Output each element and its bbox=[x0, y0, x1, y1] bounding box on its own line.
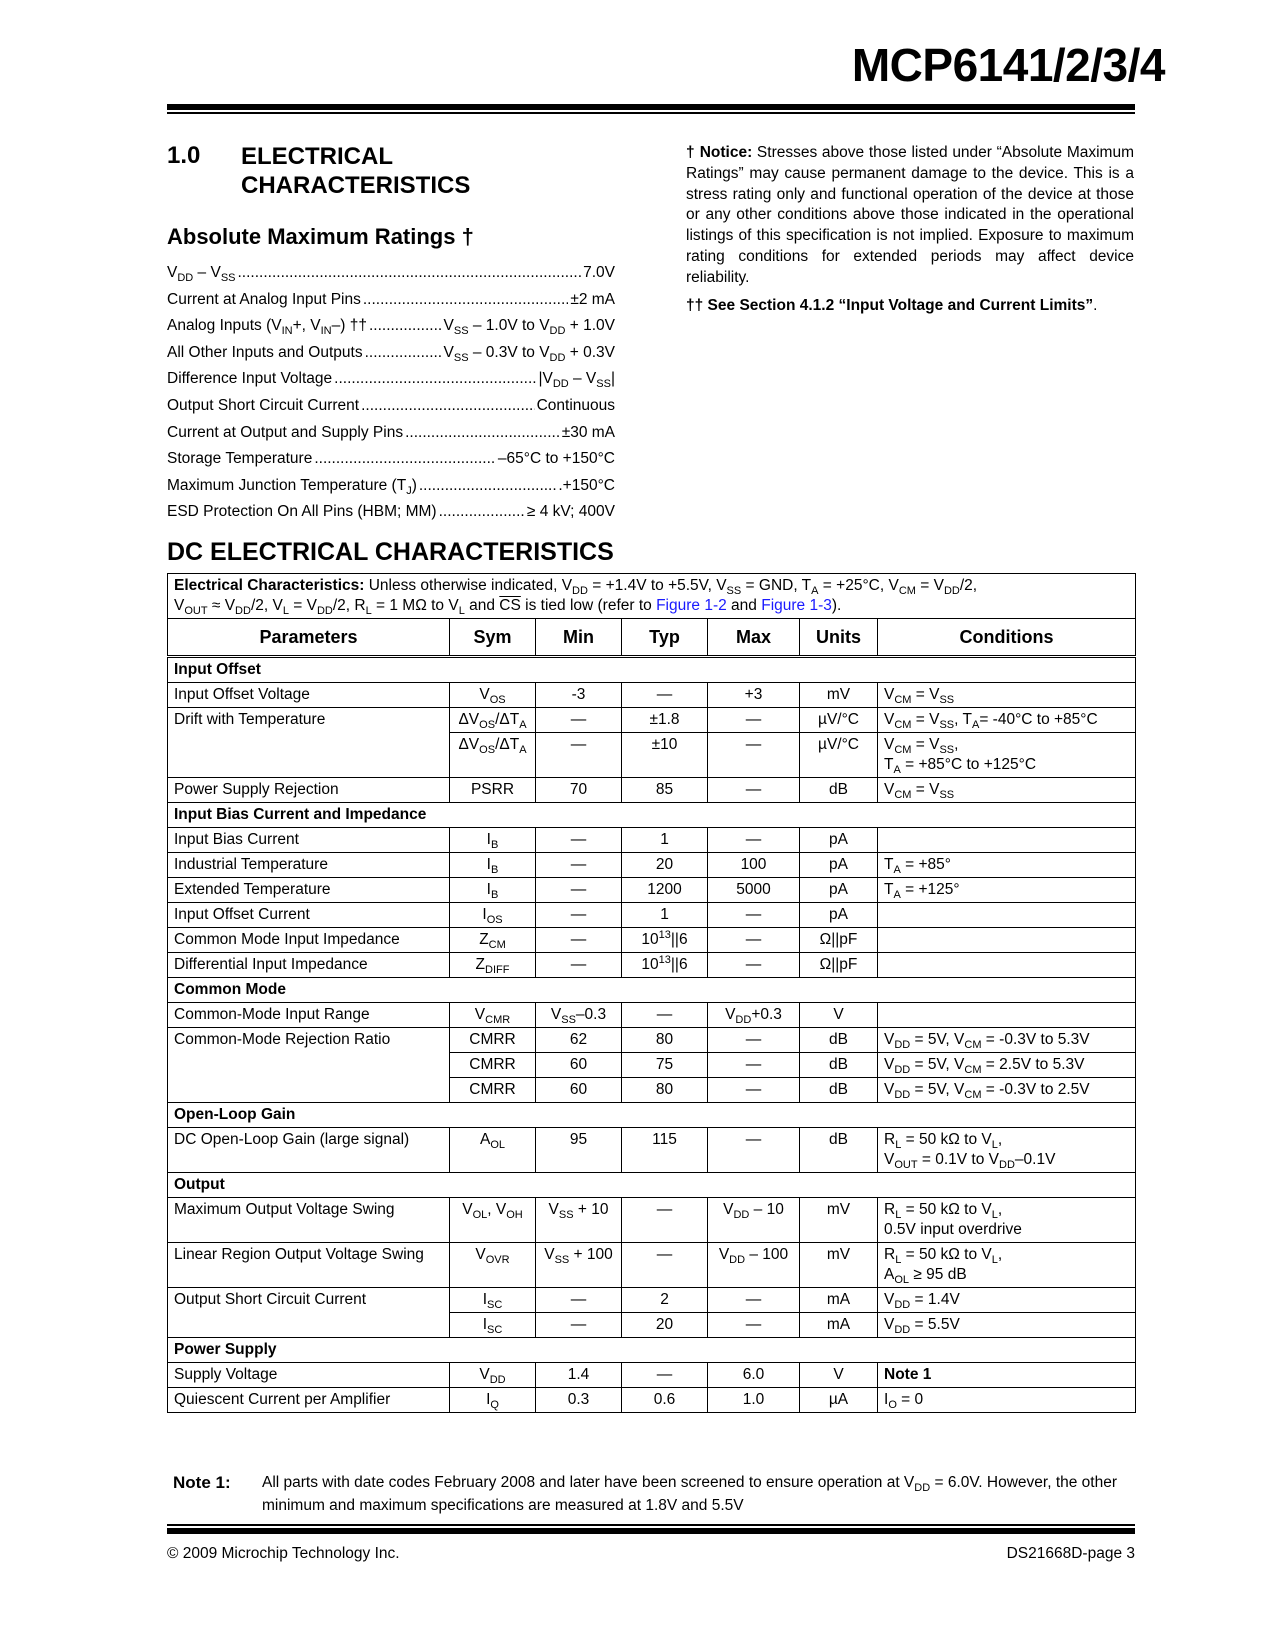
units-cell: pA bbox=[800, 903, 878, 928]
max-cell: 5000 bbox=[708, 878, 800, 903]
table-row bbox=[168, 1363, 1136, 1388]
units-cell: dB bbox=[800, 1053, 878, 1078]
max-cell: — bbox=[708, 1313, 800, 1338]
param-cell: Input Offset Voltage bbox=[168, 683, 450, 708]
typ-cell: $10^{13}||6$ bbox=[622, 928, 708, 953]
table-row bbox=[168, 1028, 1136, 1053]
section-title bbox=[241, 142, 470, 200]
group-row bbox=[168, 1103, 1136, 1128]
units-cell: µV/°C bbox=[800, 733, 878, 778]
max-cell: — bbox=[708, 778, 800, 803]
min-cell: $V_{SS} + 10$ bbox=[536, 1198, 622, 1243]
min-cell: — bbox=[536, 953, 622, 978]
min-cell: — bbox=[536, 928, 622, 953]
section-title-line2: CHARACTERISTICS bbox=[241, 172, 471, 199]
rating-row bbox=[167, 317, 615, 344]
sym-cell: $\Delta V_{OS}/\Delta T_A$ bbox=[450, 733, 536, 778]
typ-cell: 0.6 bbox=[622, 1388, 708, 1413]
conditions-cell bbox=[878, 903, 1136, 928]
column-header: Sym bbox=[450, 619, 536, 657]
min-cell: $V_{SS}-0.3$ bbox=[536, 1003, 622, 1028]
notice-block bbox=[686, 143, 1134, 323]
ec-and: and bbox=[726, 597, 762, 614]
table-row bbox=[168, 1078, 1136, 1103]
copyright: © 2009 Microchip Technology Inc. bbox=[167, 1545, 400, 1562]
typ-cell: — bbox=[622, 1243, 708, 1288]
max-cell: — bbox=[708, 953, 800, 978]
min-cell: 0.3 bbox=[536, 1388, 622, 1413]
rating-row bbox=[167, 344, 615, 371]
table-row bbox=[168, 1243, 1136, 1288]
units-cell: V bbox=[800, 1363, 878, 1388]
typ-cell: — bbox=[622, 1363, 708, 1388]
sym-cell: $Z_{DIFF}$ bbox=[450, 953, 536, 978]
min-cell: — bbox=[536, 1313, 622, 1338]
sym-cell: $V_{OVR}$ bbox=[450, 1243, 536, 1288]
typ-cell: — bbox=[622, 683, 708, 708]
sym-cell: $\Delta V_{OS}/\Delta T_A$ bbox=[450, 708, 536, 733]
rating-param: Output Short Circuit Current bbox=[167, 396, 360, 414]
min-cell: 60 bbox=[536, 1078, 622, 1103]
max-cell: 6.0 bbox=[708, 1363, 800, 1388]
conditions-cell: $V_{DD} = 5.5V$ bbox=[878, 1313, 1136, 1338]
footer-rule-thin bbox=[167, 1524, 1135, 1526]
leader-dots bbox=[334, 370, 536, 388]
footnote bbox=[173, 1471, 1135, 1517]
units-cell: dB bbox=[800, 1028, 878, 1053]
notice2-suffix: . bbox=[1093, 296, 1098, 314]
rating-value: ≥ 4 kV; 400V bbox=[526, 503, 615, 521]
sym-cell: $A_{OL}$ bbox=[450, 1128, 536, 1173]
leader-dots bbox=[238, 264, 582, 282]
param-cell: Common Mode Input Impedance bbox=[168, 928, 450, 953]
electrical-conditions-header bbox=[168, 574, 1136, 619]
param-cell: Common-Mode Rejection Ratio bbox=[168, 1028, 450, 1053]
param-cell: Linear Region Output Voltage Swing bbox=[168, 1243, 450, 1288]
max-cell: $V_{DD} - 10$ bbox=[708, 1198, 800, 1243]
ec-text-1: Unless otherwise indicated, $V_{DD} = +1.4V$ to +5.5V, $V_{SS}$ = GND, $T_A = +25^\circ C$, $V_{CM} = V_{DD}/2$, bbox=[364, 577, 978, 598]
conditions-cell: $V_{CM} = V_{SS}$, $T_A= -40^\circ C$ to +85°C bbox=[878, 708, 1136, 733]
typ-cell: 20 bbox=[622, 1313, 708, 1338]
typ-cell: 2 bbox=[622, 1288, 708, 1313]
max-cell: — bbox=[708, 828, 800, 853]
table-row bbox=[168, 1198, 1136, 1243]
max-cell: — bbox=[708, 1128, 800, 1173]
max-cell: — bbox=[708, 1028, 800, 1053]
column-header: Max bbox=[708, 619, 800, 657]
conditions-cell: $V_{CM} = V_{SS}$ bbox=[878, 683, 1136, 708]
abs-max-ratings-list bbox=[167, 264, 615, 530]
sym-cell: CMRR bbox=[450, 1078, 536, 1103]
ec-text-2: $V_{OUT} \approx V_{DD}/2$, $V_L = V_{DD}/2$, $R_L = 1$ MΩ to $V_L$ and $\overline{CS}$ is tied low (refer to bbox=[174, 597, 657, 618]
param-cell: Differential Input Impedance bbox=[168, 953, 450, 978]
leader-dots bbox=[365, 344, 442, 362]
sym-cell: CMRR bbox=[450, 1028, 536, 1053]
max-cell: +3 bbox=[708, 683, 800, 708]
units-cell: mA bbox=[800, 1288, 878, 1313]
dc-characteristics-heading: DC ELECTRICAL CHARACTERISTICS bbox=[167, 538, 614, 566]
conditions-cell: Note 1 bbox=[878, 1363, 1136, 1388]
min-cell: — bbox=[536, 903, 622, 928]
param-cell: Input Offset Current bbox=[168, 903, 450, 928]
conditions-cell: $I_O = 0$ bbox=[878, 1388, 1136, 1413]
min-cell: 70 bbox=[536, 778, 622, 803]
param-cell: Output Short Circuit Current bbox=[168, 1288, 450, 1313]
conditions-cell: $T_A = +125^\circ$ bbox=[878, 878, 1136, 903]
min-cell: — bbox=[536, 708, 622, 733]
table-row bbox=[168, 853, 1136, 878]
leader-dots bbox=[361, 397, 534, 415]
conditions-cell: $V_{DD} = 5V$, $V_{CM} = -0.3V$ to 5.3V bbox=[878, 1028, 1136, 1053]
sym-cell: $V_{OL}$, $V_{OH}$ bbox=[450, 1198, 536, 1243]
rating-row bbox=[167, 503, 615, 530]
footnote-label: Note 1: bbox=[173, 1473, 231, 1492]
conditions-cell bbox=[878, 828, 1136, 853]
rating-value: –65°C to +150°C bbox=[497, 450, 615, 468]
units-cell: pA bbox=[800, 828, 878, 853]
ec-end: ). bbox=[831, 597, 842, 614]
ec-label: Electrical Characteristics: bbox=[174, 577, 365, 594]
param-cell: Power Supply Rejection bbox=[168, 778, 450, 803]
table-row bbox=[168, 1003, 1136, 1028]
units-cell: pA bbox=[800, 853, 878, 878]
min-cell: — bbox=[536, 828, 622, 853]
rating-row bbox=[167, 477, 615, 504]
table-row bbox=[168, 1388, 1136, 1413]
rating-value: ±2 mA bbox=[570, 290, 615, 308]
units-cell: mA bbox=[800, 1313, 878, 1338]
units-cell: mV bbox=[800, 1198, 878, 1243]
table-row bbox=[168, 1313, 1136, 1338]
group-row bbox=[168, 1338, 1136, 1363]
notice2-prefix: †† See bbox=[686, 296, 740, 314]
sym-cell: $I_B$ bbox=[450, 828, 536, 853]
sym-cell: $I_{SC}$ bbox=[450, 1313, 536, 1338]
param-cell bbox=[168, 1313, 450, 1338]
typ-cell: 75 bbox=[622, 1053, 708, 1078]
max-cell: — bbox=[708, 733, 800, 778]
param-cell: Quiescent Current per Amplifier bbox=[168, 1388, 450, 1413]
leader-dots bbox=[419, 477, 557, 495]
sym-cell: $V_{DD}$ bbox=[450, 1363, 536, 1388]
typ-cell: 85 bbox=[622, 778, 708, 803]
rating-param: Maximum Junction Temperature $(T_J)$ bbox=[167, 476, 417, 497]
document-title: MCP6141/2/3/4 bbox=[851, 39, 1165, 91]
conditions-cell: $V_{DD} = 5V$, $V_{CM} = -0.3V$ to 2.5V bbox=[878, 1078, 1136, 1103]
notice-label: † Notice: bbox=[686, 144, 753, 161]
rating-value: $|V_{DD} - V_{SS}|$ bbox=[538, 370, 615, 391]
rating-param: Current at Output and Supply Pins bbox=[167, 423, 404, 441]
table-row bbox=[168, 778, 1136, 803]
param-cell: Input Bias Current bbox=[168, 828, 450, 853]
table-row bbox=[168, 828, 1136, 853]
conditions-cell: $V_{DD} = 1.4V$ bbox=[878, 1288, 1136, 1313]
sym-cell: PSRR bbox=[450, 778, 536, 803]
units-cell: dB bbox=[800, 778, 878, 803]
group-label: Output bbox=[168, 1173, 1136, 1198]
units-cell: mV bbox=[800, 1243, 878, 1288]
header-rule-thin bbox=[167, 112, 1135, 114]
units-cell: dB bbox=[800, 1078, 878, 1103]
units-cell: Ω||pF bbox=[800, 953, 878, 978]
conditions-cell: $R_L = 50$ kΩ to $V_L$, 0.5V input overdrive bbox=[878, 1198, 1136, 1243]
sym-cell: $I_{SC}$ bbox=[450, 1288, 536, 1313]
rating-value: $V_{SS} - 1.0V$ to $V_{DD} + 1.0V$ bbox=[443, 317, 615, 338]
section-number: 1.0 bbox=[167, 142, 201, 169]
leader-dots bbox=[439, 503, 525, 521]
max-cell: — bbox=[708, 1078, 800, 1103]
typ-cell: $10^{13}||6$ bbox=[622, 953, 708, 978]
max-cell: — bbox=[708, 928, 800, 953]
rating-value: .+150°C bbox=[558, 476, 615, 494]
rating-value: $V_{SS} - 0.3V$ to $V_{DD} + 0.3V$ bbox=[443, 343, 615, 364]
group-label: Power Supply bbox=[168, 1338, 1136, 1363]
figure-1-2-link[interactable]: Figure 1-2 bbox=[656, 597, 727, 614]
param-cell: Extended Temperature bbox=[168, 878, 450, 903]
units-cell: V bbox=[800, 1003, 878, 1028]
conditions-cell: $R_L = 50$ kΩ to $V_L$, $V_{OUT} = 0.1V$ to $V_{DD}-0.1V$ bbox=[878, 1128, 1136, 1173]
notice-text: Stresses above those listed under “Absolute Maximum Ratings” may cause permanent damage to the device. This is a stress rating only and functional operation of the device at those or any other conditions above those indicated in the operational listings of this specification is not implied. Exposure to maximum rating conditions for extended periods may affect device reliability. bbox=[686, 144, 1134, 286]
column-header-row bbox=[168, 619, 1136, 657]
table-row bbox=[168, 708, 1136, 733]
group-row bbox=[168, 1173, 1136, 1198]
conditions-cell: $V_{CM} = V_{SS}$ bbox=[878, 778, 1136, 803]
group-row bbox=[168, 978, 1136, 1003]
param-cell bbox=[168, 1053, 450, 1078]
sym-cell: $V_{OS}$ bbox=[450, 683, 536, 708]
typ-cell: 1 bbox=[622, 828, 708, 853]
sym-cell: $V_{CMR}$ bbox=[450, 1003, 536, 1028]
rating-row bbox=[167, 264, 615, 291]
column-header: Min bbox=[536, 619, 622, 657]
conditions-cell: $V_{DD} = 5V$, $V_{CM} = 2.5V$ to 5.3V bbox=[878, 1053, 1136, 1078]
table-row bbox=[168, 903, 1136, 928]
units-cell: µV/°C bbox=[800, 708, 878, 733]
conditions-cell: $T_A = +85^\circ$ bbox=[878, 853, 1136, 878]
max-cell: — bbox=[708, 1053, 800, 1078]
min-cell: — bbox=[536, 733, 622, 778]
min-cell: 95 bbox=[536, 1128, 622, 1173]
param-cell: DC Open-Loop Gain (large signal) bbox=[168, 1128, 450, 1173]
table-row bbox=[168, 928, 1136, 953]
typ-cell: 1200 bbox=[622, 878, 708, 903]
max-cell: — bbox=[708, 903, 800, 928]
param-cell: Common-Mode Input Range bbox=[168, 1003, 450, 1028]
abs-max-heading: Absolute Maximum Ratings † bbox=[167, 224, 474, 249]
min-cell: — bbox=[536, 878, 622, 903]
rating-param: Analog Inputs ($V_{IN}+$, $V_{IN}-$) †† bbox=[167, 317, 367, 338]
table-row bbox=[168, 953, 1136, 978]
group-label: Open-Loop Gain bbox=[168, 1103, 1136, 1128]
typ-cell: ±10 bbox=[622, 733, 708, 778]
min-cell: $V_{SS} + 100$ bbox=[536, 1243, 622, 1288]
max-cell: 1.0 bbox=[708, 1388, 800, 1413]
leader-dots bbox=[363, 291, 568, 309]
sym-cell: $I_B$ bbox=[450, 878, 536, 903]
units-cell: pA bbox=[800, 878, 878, 903]
table-row bbox=[168, 1053, 1136, 1078]
min-cell: 1.4 bbox=[536, 1363, 622, 1388]
leader-dots bbox=[405, 424, 560, 442]
group-label: Common Mode bbox=[168, 978, 1136, 1003]
units-cell: mV bbox=[800, 683, 878, 708]
group-label: Input Offset bbox=[168, 657, 1136, 683]
typ-cell: 20 bbox=[622, 853, 708, 878]
max-cell: 100 bbox=[708, 853, 800, 878]
max-cell: $V_{DD}+0.3$ bbox=[708, 1003, 800, 1028]
rating-param: All Other Inputs and Outputs bbox=[167, 343, 363, 361]
units-cell: µA bbox=[800, 1388, 878, 1413]
sym-cell: CMRR bbox=[450, 1053, 536, 1078]
group-label: Input Bias Current and Impedance bbox=[168, 803, 1136, 828]
figure-1-3-link[interactable]: Figure 1-3 bbox=[761, 597, 832, 614]
typ-cell: 115 bbox=[622, 1128, 708, 1173]
param-cell: Drift with Temperature bbox=[168, 708, 450, 733]
notice2-section-ref[interactable]: Section 4.1.2 “Input Voltage and Current Limits” bbox=[739, 296, 1094, 314]
typ-cell: 1 bbox=[622, 903, 708, 928]
conditions-cell bbox=[878, 1003, 1136, 1028]
dc-characteristics-table bbox=[167, 573, 1136, 1413]
typ-cell: ±1.8 bbox=[622, 708, 708, 733]
leader-dots bbox=[369, 317, 442, 335]
max-cell: — bbox=[708, 1288, 800, 1313]
min-cell: — bbox=[536, 1288, 622, 1313]
group-row bbox=[168, 803, 1136, 828]
rating-param: Current at Analog Input Pins bbox=[167, 290, 361, 308]
param-cell bbox=[168, 1078, 450, 1103]
rating-row bbox=[167, 291, 615, 318]
rating-row bbox=[167, 370, 615, 397]
column-header: Units bbox=[800, 619, 878, 657]
section-title-line1: ELECTRICAL bbox=[241, 143, 393, 170]
rating-value: Continuous bbox=[536, 396, 615, 414]
units-cell: dB bbox=[800, 1128, 878, 1173]
table-row bbox=[168, 1288, 1136, 1313]
header-rule bbox=[167, 104, 1135, 110]
table-row bbox=[168, 1128, 1136, 1173]
typ-cell: — bbox=[622, 1198, 708, 1243]
footer-rule bbox=[167, 1528, 1135, 1534]
rating-value: ±30 mA bbox=[561, 423, 615, 441]
conditions-cell: $R_L = 50$ kΩ to $V_L$, $A_{OL} \ge 95$ dB bbox=[878, 1243, 1136, 1288]
rating-param: Difference Input Voltage bbox=[167, 370, 333, 388]
max-cell: $V_{DD} - 100$ bbox=[708, 1243, 800, 1288]
sym-cell: $I_B$ bbox=[450, 853, 536, 878]
min-cell: 62 bbox=[536, 1028, 622, 1053]
group-row bbox=[168, 657, 1136, 683]
rating-row bbox=[167, 450, 615, 477]
param-cell bbox=[168, 733, 450, 778]
rating-row bbox=[167, 397, 615, 424]
param-cell: Industrial Temperature bbox=[168, 853, 450, 878]
sym-cell: $I_Q$ bbox=[450, 1388, 536, 1413]
column-header: Parameters bbox=[168, 619, 450, 657]
min-cell: -3 bbox=[536, 683, 622, 708]
rating-param: Storage Temperature bbox=[167, 450, 313, 468]
conditions-cell bbox=[878, 953, 1136, 978]
min-cell: 60 bbox=[536, 1053, 622, 1078]
typ-cell: — bbox=[622, 1003, 708, 1028]
conditions-cell: $V_{CM} = V_{SS}$, $T_A = +85^\circ C$ to +125°C bbox=[878, 733, 1136, 778]
param-cell: Supply Voltage bbox=[168, 1363, 450, 1388]
conditions-cell bbox=[878, 928, 1136, 953]
rating-row bbox=[167, 424, 615, 451]
max-cell: — bbox=[708, 708, 800, 733]
rating-param: $V_{DD} - V_{SS}$ bbox=[167, 264, 236, 285]
footnote-text: All parts with date codes February 2008 and later have been screened to ensure operation at $V_{DD} = 6.0V$. However, the other minimum and maximum specifications are measured at 1.8V and 5.5V bbox=[262, 1474, 1118, 1514]
units-cell: Ω||pF bbox=[800, 928, 878, 953]
page-number: DS21668D-page 3 bbox=[1006, 1545, 1135, 1562]
rating-param: ESD Protection On All Pins (HBM; MM) bbox=[167, 503, 437, 521]
rating-value: 7.0V bbox=[583, 264, 615, 281]
column-header: Conditions bbox=[878, 619, 1136, 657]
sym-cell: $Z_{CM}$ bbox=[450, 928, 536, 953]
typ-cell: 80 bbox=[622, 1078, 708, 1103]
table-row bbox=[168, 878, 1136, 903]
param-cell: Maximum Output Voltage Swing bbox=[168, 1198, 450, 1243]
table-row bbox=[168, 683, 1136, 708]
column-header: Typ bbox=[622, 619, 708, 657]
leader-dots bbox=[314, 450, 496, 468]
table-row bbox=[168, 733, 1136, 778]
sym-cell: $I_{OS}$ bbox=[450, 903, 536, 928]
min-cell: — bbox=[536, 853, 622, 878]
typ-cell: 80 bbox=[622, 1028, 708, 1053]
